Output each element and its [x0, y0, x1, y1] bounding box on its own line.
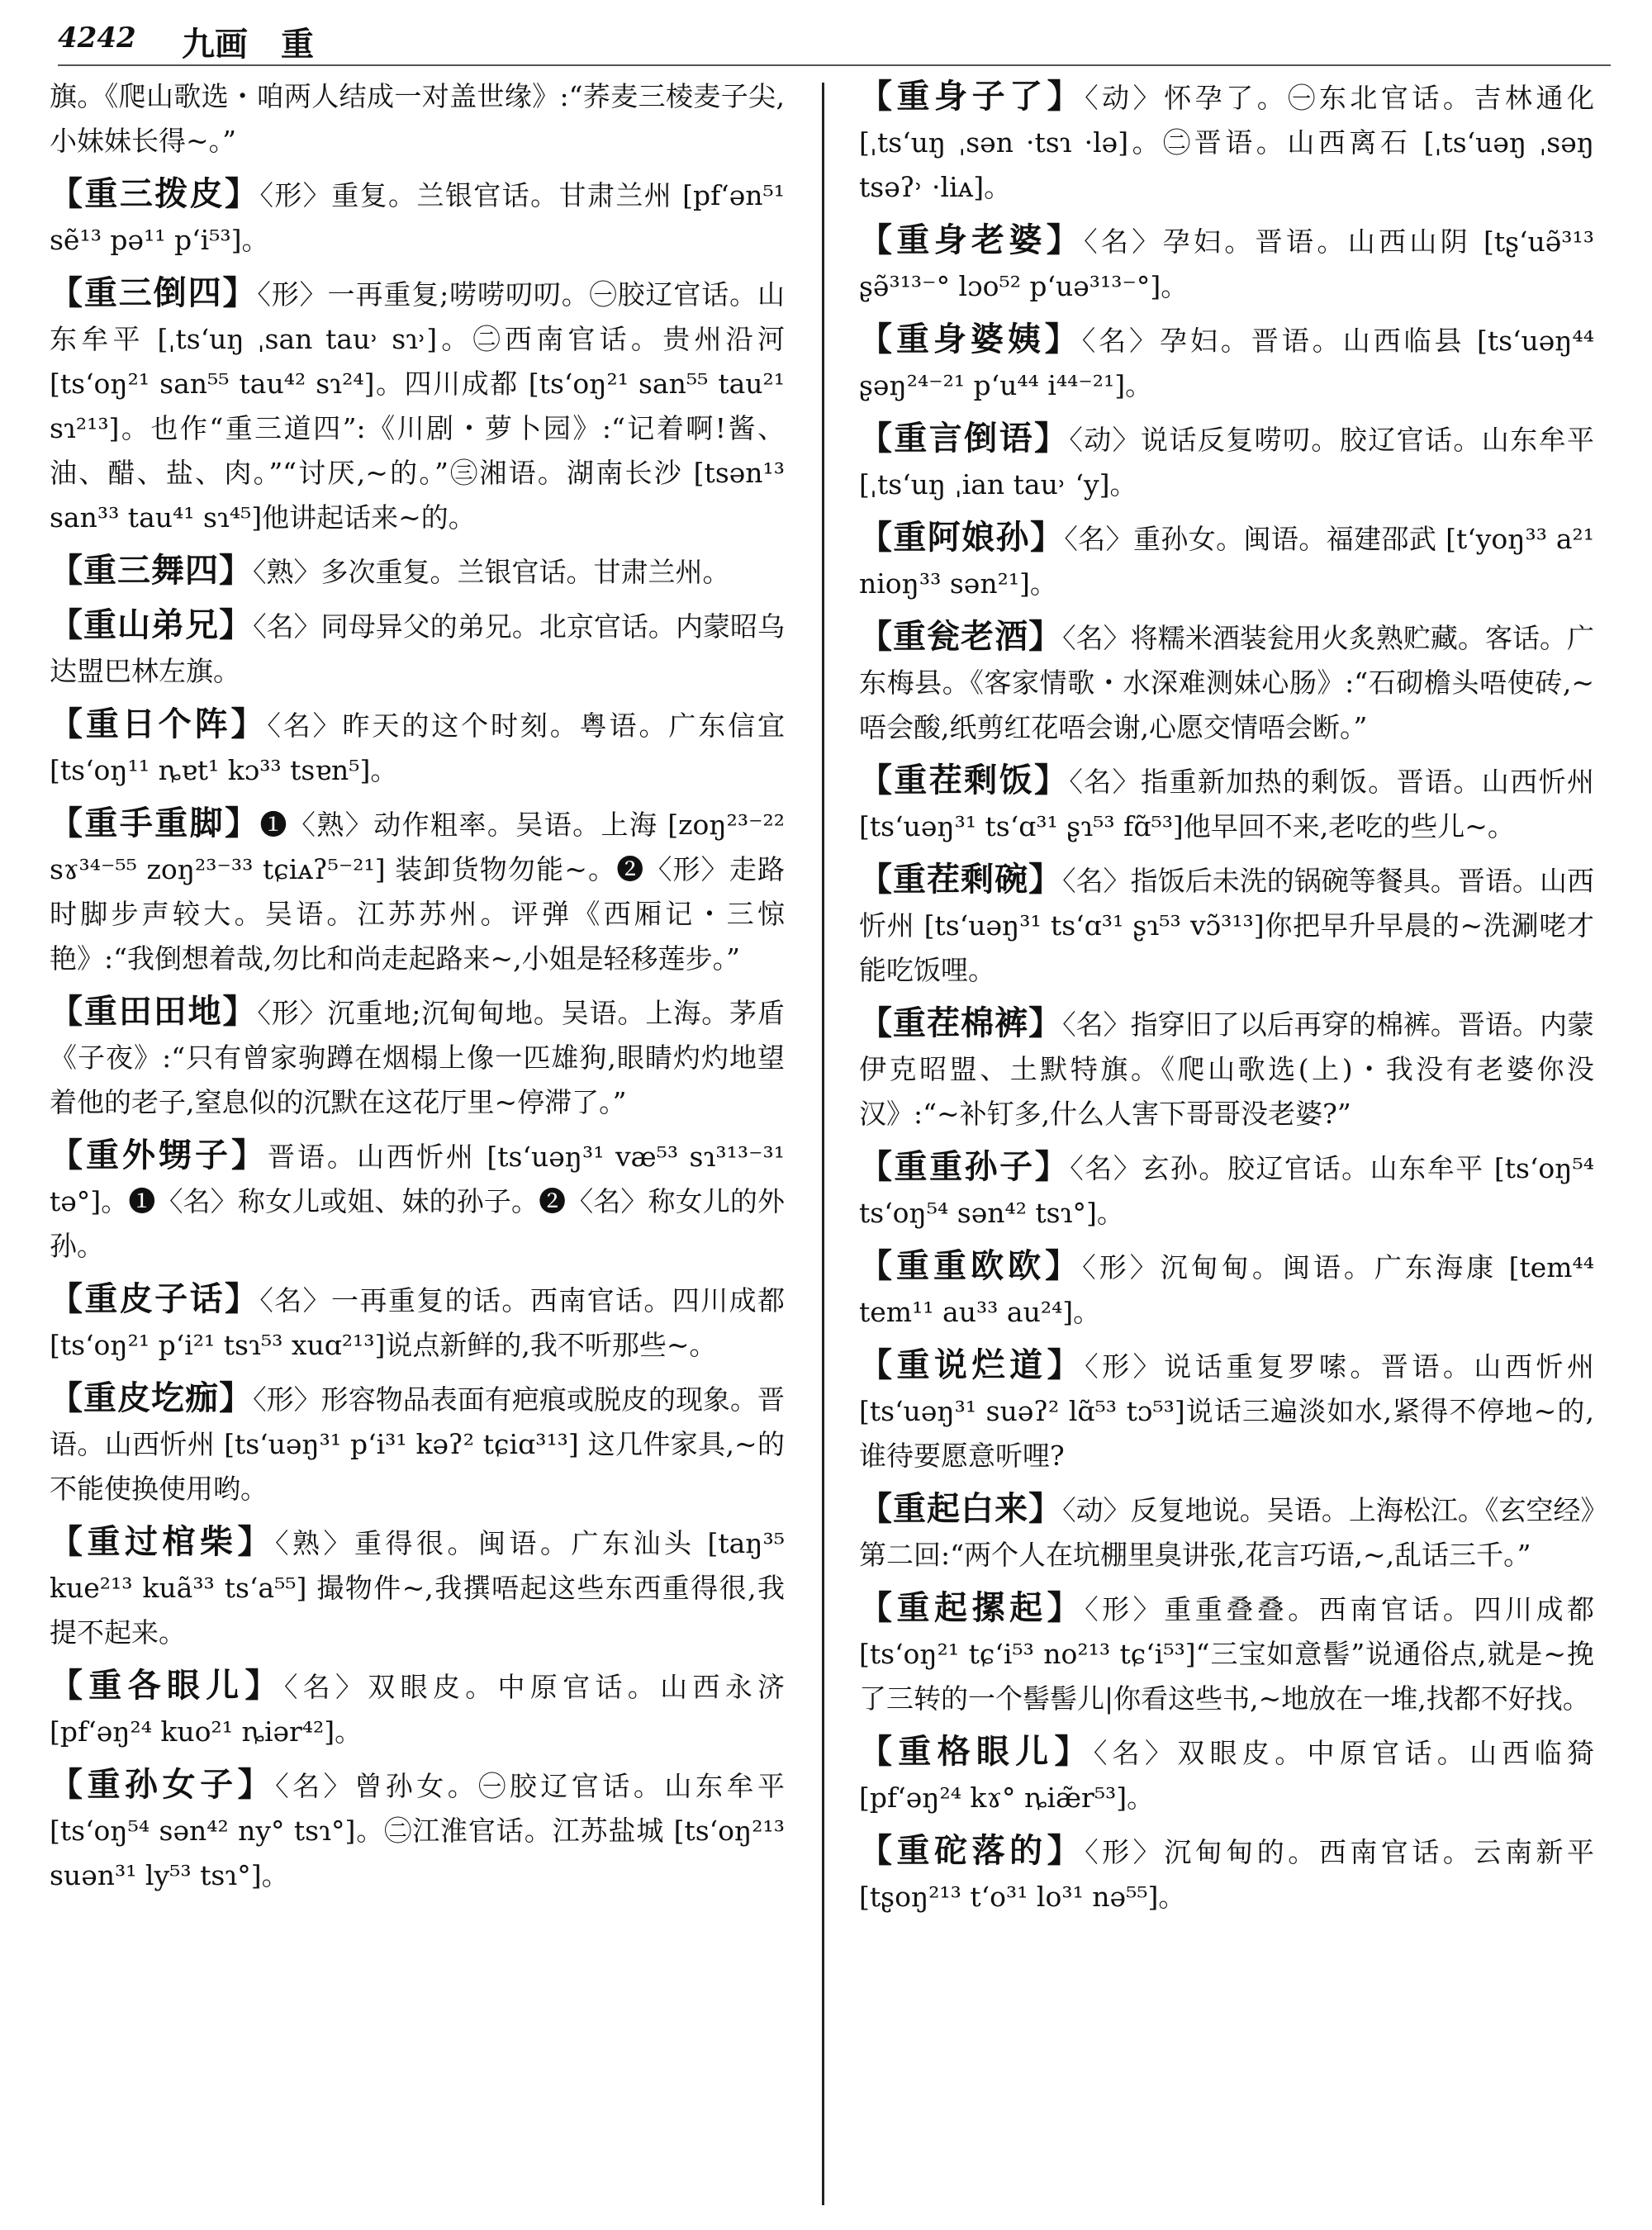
dictionary-entry: [859, 1001, 1594, 1136]
dictionary-entry: [50, 1763, 785, 1898]
entry-headword: 【重说烂道】: [859, 1345, 1085, 1384]
entry-definition: 〈名〉双眼皮。中原官话。山西临猗 [pf‘əŋ²⁴ kɤ° ȵiæ̃r⁵³]。: [859, 1737, 1595, 1814]
entry-headword: 【重山弟兄】: [50, 605, 254, 644]
entry-definition: 〈名〉孕妇。晋语。山西山阴 [tʂ‘uə̃³¹³ ʂə̃³¹³⁻° lɔo⁵² p‘uə³¹³⁻°]。: [859, 225, 1594, 302]
entry-definition: 〈名〉将糯米酒装瓮用火炙熟贮藏。客话。广东梅县。《客家情歌・水深难测妹心肠》:“石砌檐头唔使砖,~唔会酸,纸剪红花唔会谢,心愿交情唔会断。”: [859, 622, 1595, 743]
entry-headword: 【重田田地】: [50, 992, 258, 1031]
entry-definition: 〈名〉双眼皮。中原官话。山西永济 [pf‘əŋ²⁴ kuo²¹ ȵiər⁴²]。: [50, 1671, 786, 1748]
entry-headword: 【重手重脚】: [50, 804, 260, 842]
entry-definition: 〈名〉同母异父的弟兄。北京官话。内蒙昭乌达盟巴林左旗。: [50, 610, 786, 687]
entry-headword: 【重起白来】: [859, 1489, 1063, 1528]
entry-definition: 〈名〉孕妇。晋语。山西临县 [ts‘uəŋ⁴⁴ ʂəŋ²⁴⁻²¹ p‘u⁴⁴ i⁴⁴⁻²¹]。: [859, 325, 1594, 401]
entry-definition: 〈名〉指穿旧了以后再穿的棉裤。晋语。内蒙伊克昭盟、土默特旗。《爬山歌选(上)・我没有老婆你没汉》:“~补钉多,什么人害下哥哥没老婆?”: [859, 1008, 1595, 1130]
dictionary-entry: [50, 74, 785, 164]
entry-headword: 【重三拨皮】: [50, 174, 260, 213]
dictionary-entry: [50, 603, 785, 694]
left-column: [50, 74, 785, 1906]
entry-headword: 【重重欧欧】: [859, 1246, 1083, 1285]
entry-definition: 晋语。山西忻州 [ts‘uəŋ³¹ væ⁵³ sɿ³¹³⁻³¹ tə°]。❶〈名〉称女儿或姐、妹的孙子。❷〈名〉称女儿的外孙。: [50, 1141, 785, 1262]
entry-definition: 〈形〉沉甸甸的。西南官话。云南新平 [tʂoŋ²¹³ t‘o³¹ lo³¹ nə⁵⁵]。: [859, 1836, 1595, 1913]
dictionary-entry: [859, 317, 1594, 408]
entry-definition: 〈名〉玄孙。胶辽官话。山东牟平 [ts‘oŋ⁵⁴ ts‘oŋ⁵⁴ sən⁴² tsɿ°]。: [859, 1152, 1594, 1229]
dictionary-entry: [859, 1145, 1594, 1236]
entry-definition: 〈名〉指饭后未洗的锅碗等餐具。晋语。山西忻州 [ts‘uəŋ³¹ ts‘ɑ³¹ ʂɿ⁵³ vɔ̃³¹³]你把早升早晨的~洗涮咾才能吃饭哩。: [859, 865, 1595, 986]
entry-definition: 〈名〉指重新加热的剩饭。晋语。山西忻州 [ts‘uəŋ³¹ ts‘ɑ³¹ ʂɿ⁵³ fɑ̃⁵³]他早回不来,老吃的些儿~。: [859, 766, 1594, 842]
entry-headword: 【重皮子话】: [50, 1279, 260, 1318]
dictionary-entry: [859, 1487, 1594, 1578]
entry-headword: 【重身子了】: [859, 77, 1085, 116]
entry-definition: 〈名〉昨天的这个时刻。粤语。广东信宜 [ts‘oŋ¹¹ ȵɐt¹ kɔ³³ tsɐn⁵]。: [50, 709, 786, 786]
dictionary-entry: [859, 218, 1594, 309]
dictionary-entry: [50, 1376, 785, 1511]
dictionary-entry: [50, 172, 785, 263]
entry-definition: 〈形〉形容物品表面有疤痕或脱皮的现象。晋语。山西忻州 [ts‘uəŋ³¹ p‘i³¹ kəʔ² tɕiɑ³¹³] 这几件家具,~的不能使换使用哟。: [50, 1383, 786, 1505]
entry-headword: 【重茬棉裤】: [859, 1004, 1063, 1042]
entry-headword: 【重过棺柴】: [50, 1522, 275, 1561]
entry-headword: 【重砣落的】: [859, 1831, 1085, 1870]
dictionary-entry: [859, 614, 1594, 750]
entry-definition: 〈熟〉多次重复。兰银官话。甘肃兰州。: [253, 556, 730, 588]
entry-headword: 【重重孙子】: [859, 1147, 1070, 1186]
entry-headword: 【重各眼儿】: [50, 1666, 284, 1705]
entry-headword: 【重身老婆】: [859, 221, 1085, 259]
right-column: [859, 74, 1594, 1928]
dictionary-entry: [859, 74, 1594, 210]
entry-headword: 【重孙女子】: [50, 1765, 276, 1804]
dictionary-entry: [50, 702, 785, 793]
entry-headword: 【重瓮老酒】: [859, 617, 1063, 656]
entry-definition: 〈形〉沉甸甸。闽语。广东海康 [tem⁴⁴ tem¹¹ au³³ au²⁴]。: [859, 1251, 1595, 1328]
dictionary-entry: [859, 1829, 1594, 1919]
header-rule: [58, 64, 1611, 66]
entry-definition: 〈熟〉重得很。闽语。广东汕头 [taŋ³⁵ kue²¹³ kuã³³ ts‘a⁵⁵] 撮物件~,我撰唔起这些东西重得很,我提不起来。: [50, 1527, 786, 1649]
entry-definition: 〈形〉一再重复;唠唠叨叨。㊀胶辽官话。山东牟平 [ˌts‘uŋ ˌsan tau˒ sɿ˒]。㊁西南官话。贵州沿河 [ts‘oŋ²¹ san⁵⁵ tau⁴² sɿ²⁴]。四川成都 [ts‘oŋ²¹ san⁵⁵ tau²¹ sɿ²¹³]。也作“重三道四”:《川剧・萝卜园》:“记着啊!酱、油、醋、盐、肉。”“讨厌,~的。”㊂湘语。湖南长沙 [tsən¹³ san³³ tau⁴¹ sɿ⁴⁵]他讲起话来~的。: [50, 278, 785, 534]
entry-headword: 【重外甥子】: [50, 1136, 268, 1174]
dictionary-entry: [50, 548, 785, 595]
column-divider: [822, 83, 824, 2205]
entry-headword: 【重阿娘孙】: [859, 518, 1065, 557]
header-character: 重: [281, 25, 314, 64]
entry-definition: 〈动〉反复地说。吴语。上海松江。《玄空经》第二回:“两个人在坑棚里臭讲张,花言巧语,~,乱话三千。”: [859, 1494, 1595, 1571]
dictionary-entry: [50, 989, 785, 1125]
entry-definition: 〈形〉说话重复罗嗦。晋语。山西忻州 [ts‘uəŋ³¹ suəʔ² lɑ̃⁵³ tɔ⁵³]说话三遍淡如水,紧得不停地~的,谁待要愿意听哩?: [859, 1350, 1595, 1472]
entry-headword: 【重三倒四】: [50, 273, 258, 312]
dictionary-entry: [50, 1663, 785, 1754]
entry-headword: 【重茬剩饭】: [859, 761, 1070, 799]
entry-definition: 〈动〉怀孕了。㊀东北官话。吉林通化 [ˌts‘uŋ ˌsən ·tsɿ ·lə]。㊁晋语。山西离石 [ˌts‘uəŋ ˌsəŋ tsəʔ˒ ·liᴀ]。: [859, 82, 1595, 203]
page-number: 4242: [58, 21, 136, 55]
entry-headword: 【重身婆姨】: [859, 320, 1082, 358]
dictionary-entry: [50, 1133, 785, 1269]
dictionary-entry: [859, 515, 1594, 606]
dictionary-entry: [50, 1520, 785, 1655]
dictionary-entry: [859, 1586, 1594, 1721]
dictionary-entry: [859, 758, 1594, 849]
dictionary-entry: [50, 1277, 785, 1368]
dictionary-entry: [859, 1244, 1594, 1335]
dictionary-entry: [50, 801, 785, 981]
page-header: [58, 15, 1611, 64]
entry-definition: 〈名〉曾孙女。㊀胶辽官话。山东牟平 [ts‘oŋ⁵⁴ sən⁴² ny° tsɿ°]。㊁江淮官话。江苏盐城 [ts‘oŋ²¹³ suən³¹ ly⁵³ tsɿ°]。: [50, 1770, 786, 1891]
dictionary-entry: [50, 271, 785, 540]
entry-headword: 【重格眼儿】: [859, 1732, 1094, 1771]
dictionary-entry: [859, 857, 1594, 993]
entry-headword: 【重茬剩碗】: [859, 860, 1063, 899]
entry-definition: 〈形〉沉重地;沉甸甸地。吴语。上海。茅盾《子夜》:“只有曾家驹蹲在烟榻上像一匹雄狗,眼睛灼灼地望着他的老子,窒息似的沉默在这花厅里~停滞了。”: [50, 997, 785, 1118]
entry-definition: ❶〈熟〉动作粗率。吴语。上海 [zoŋ²³⁻²² sɤ³⁴⁻⁵⁵ zoŋ²³⁻³³ tɕiᴀʔ⁵⁻²¹] 装卸货物勿能~。❷〈形〉走路时脚步声较大。吴语。江苏苏州。评弹《西厢记・三惊艳》:“我倒想着哉,勿比和尚走起路来~,小姐是轻移莲步。”: [50, 809, 785, 975]
entry-headword: 【重皮圪痂】: [50, 1378, 254, 1417]
section-label: 九画: [182, 25, 248, 64]
entry-definition: 〈名〉一再重复的话。西南官话。四川成都 [ts‘oŋ²¹ p‘i²¹ tsɿ⁵³ xuɑ²¹³]说点新鲜的,我不听那些~。: [50, 1284, 785, 1361]
entry-headword: 【重三舞四】: [50, 551, 253, 590]
dictionary-entry: [859, 1343, 1594, 1478]
entry-definition: 〈动〉说话反复唠叨。胶辽官话。山东牟平 [ˌts‘uŋ ˌian tau˒ ‘y]。: [859, 424, 1594, 501]
dictionary-entry: [859, 416, 1594, 507]
entry-definition: 〈形〉重复。兰银官话。甘肃兰州 [pf‘ən⁵¹ sẽ¹³ pə¹¹ p‘i⁵³]。: [50, 179, 786, 256]
dictionary-entry: [859, 1729, 1594, 1820]
entry-definition: 〈形〉重重叠叠。西南官话。四川成都 [ts‘oŋ²¹ tɕ‘i⁵³ no²¹³ tɕ‘i⁵³]“三宝如意髻”说通俗点,就是~挽了三转的一个髻髻儿|你看这些书,~地放在一堆,找都不好找。: [859, 1593, 1595, 1715]
entry-definition: 旗。《爬山歌选・咱两人结成一对盖世缘》:“荞麦三棱麦子尖,小妹妹长得~。”: [50, 80, 785, 157]
entry-headword: 【重起摞起】: [859, 1588, 1085, 1627]
entry-definition: 〈名〉重孙女。闽语。福建邵武 [t‘yoŋ³³ a²¹ nioŋ³³ sən²¹]。: [859, 523, 1594, 600]
entry-headword: 【重日个阵】: [50, 705, 268, 743]
entry-headword: 【重言倒语】: [859, 419, 1070, 458]
